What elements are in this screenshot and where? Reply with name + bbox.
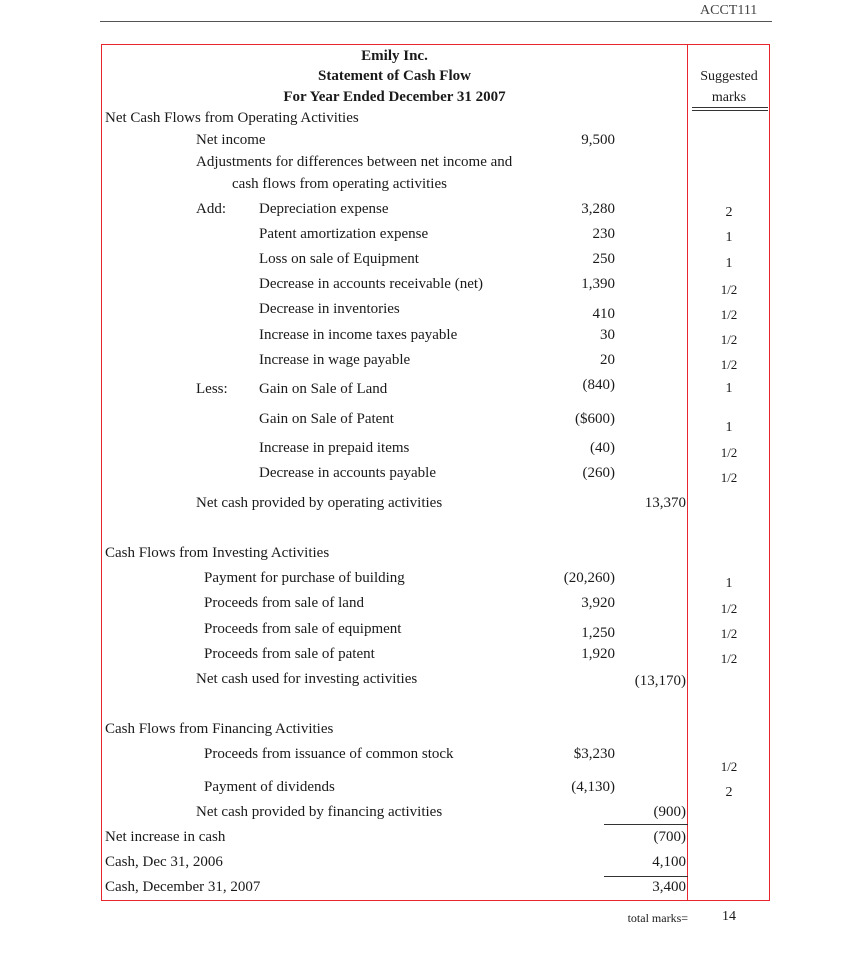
fin-item-mark: 2	[725, 785, 733, 800]
investing-total-label: Net cash used for investing activities	[196, 671, 418, 687]
fin-item-value: $3,230	[573, 746, 615, 762]
op-item-label: Increase in wage payable	[259, 352, 411, 368]
summary-value: (700)	[653, 829, 686, 845]
marks-header-line2: marks	[711, 90, 747, 105]
op-item-label: Increase in prepaid items	[259, 440, 410, 456]
op-item-label: Patent amortization expense	[259, 226, 429, 242]
adjustments-line-2: cash flows from operating activities	[232, 176, 447, 192]
financing-heading: Cash Flows from Financing Activities	[105, 721, 334, 737]
summary-label: Cash, December 31, 2007	[105, 879, 261, 895]
op-item-value: 250	[592, 251, 615, 267]
fin-item-label: Payment of dividends	[204, 779, 335, 795]
less-label: Less:	[196, 381, 228, 397]
op-item-value: 410	[592, 306, 615, 322]
inv-item-mark: 1/2	[720, 601, 738, 616]
op-item-value: 1,390	[581, 276, 615, 292]
fin-item-label: Proceeds from issuance of common stock	[204, 746, 454, 762]
inv-item-mark: 1/2	[720, 651, 738, 666]
op-item-label: Decrease in accounts payable	[259, 465, 436, 481]
net-income-value: 9,500	[581, 132, 615, 148]
net-income-label: Net income	[196, 132, 266, 148]
inv-item-label: Payment for purchase of building	[204, 570, 405, 586]
investing-total-value: (13,170)	[634, 673, 686, 689]
summary-value: 4,100	[652, 854, 686, 870]
inv-item-label: Proceeds from sale of land	[204, 595, 364, 611]
inv-item-mark: 1	[725, 576, 733, 591]
op-item-value: 3,280	[581, 201, 615, 217]
op-item-mark: 2	[725, 205, 733, 220]
inv-item-mark: 1/2	[720, 626, 738, 641]
op-item-value: 20	[600, 352, 615, 368]
total-marks-label: total marks=	[627, 911, 688, 925]
course-code: ACCT111	[700, 3, 758, 18]
op-item-mark: 1/2	[720, 445, 738, 460]
adjustments-line-1: Adjustments for differences between net income and	[196, 154, 513, 170]
op-item-value: 30	[600, 327, 615, 343]
op-item-mark: 1/2	[720, 307, 738, 322]
total-rule	[604, 876, 688, 877]
statement-title: Statement of Cash Flow	[318, 68, 471, 84]
op-item-value: (840)	[582, 377, 615, 393]
total-rule	[604, 824, 688, 825]
op-item-value: ($600)	[575, 411, 615, 427]
summary-label: Cash, Dec 31, 2006	[105, 854, 223, 870]
financing-total-value: (900)	[653, 804, 686, 820]
marks-header-rule-2	[692, 110, 768, 111]
marks-header-rule	[692, 107, 768, 108]
header-rule	[100, 21, 772, 22]
statement-period: For Year Ended December 31 2007	[283, 89, 506, 105]
op-item-label: Depreciation expense	[259, 201, 389, 217]
op-item-label: Gain on Sale of Land	[259, 381, 388, 397]
operating-heading: Net Cash Flows from Operating Activities	[105, 110, 359, 126]
inv-item-label: Proceeds from sale of patent	[204, 646, 375, 662]
op-item-value: (40)	[590, 440, 615, 456]
op-item-mark: 1/2	[720, 470, 738, 485]
op-item-value: 230	[592, 226, 615, 242]
total-marks-value: 14	[722, 909, 736, 924]
op-item-label: Loss on sale of Equipment	[259, 251, 419, 267]
op-item-mark: 1/2	[720, 282, 738, 297]
op-item-label: Decrease in inventories	[259, 301, 400, 317]
op-item-mark: 1	[725, 230, 733, 245]
summary-value: 3,400	[652, 879, 686, 895]
op-item-mark: 1/2	[720, 357, 738, 372]
marks-header-line1: Suggested	[700, 69, 758, 84]
operating-total-label: Net cash provided by operating activities	[196, 495, 443, 511]
inv-item-label: Proceeds from sale of equipment	[204, 621, 402, 637]
op-item-mark: 1	[725, 256, 733, 271]
financing-total-label: Net cash provided by financing activities	[196, 804, 443, 820]
fin-item-value: (4,130)	[571, 779, 615, 795]
add-label: Add:	[196, 201, 226, 217]
inv-item-value: (20,260)	[563, 570, 615, 586]
company-name: Emily Inc.	[361, 48, 428, 64]
op-item-mark: 1/2	[720, 332, 738, 347]
inv-item-value: 1,920	[581, 646, 615, 662]
inv-item-value: 1,250	[581, 625, 615, 641]
op-item-mark: 1	[725, 381, 733, 396]
op-item-label: Decrease in accounts receivable (net)	[259, 276, 484, 292]
operating-total-value: 13,370	[644, 495, 686, 511]
fin-item-mark: 1/2	[720, 759, 738, 774]
inv-item-value: 3,920	[581, 595, 615, 611]
summary-label: Net increase in cash	[105, 829, 226, 845]
op-item-mark: 1	[725, 420, 733, 435]
op-item-label: Gain on Sale of Patent	[259, 411, 394, 427]
investing-heading: Cash Flows from Investing Activities	[105, 545, 330, 561]
op-item-label: Increase in income taxes payable	[259, 327, 458, 343]
op-item-value: (260)	[582, 465, 615, 481]
